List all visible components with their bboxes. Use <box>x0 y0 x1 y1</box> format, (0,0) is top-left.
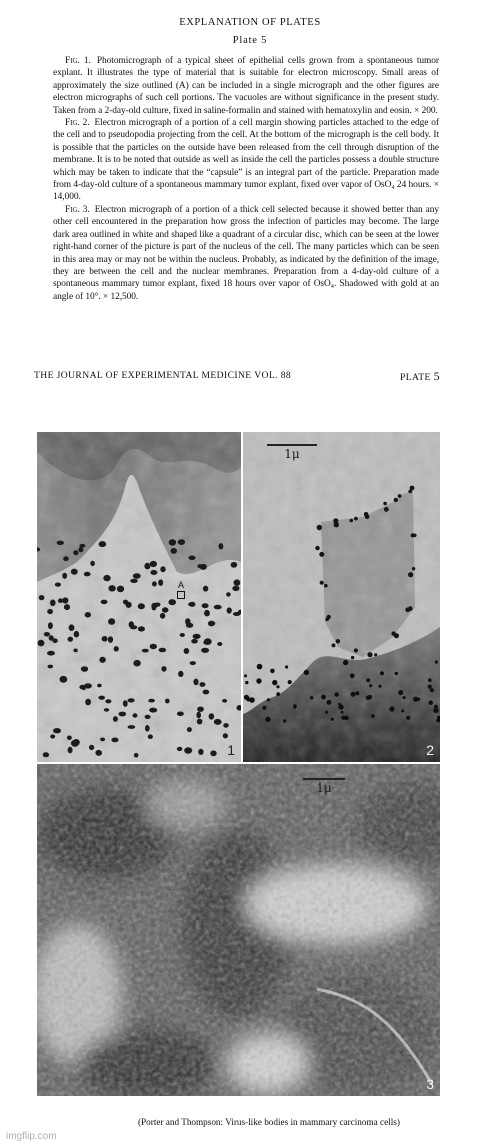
figure-2-text: Electron micrograph of a portion of a cell margin showing particles attached to the edge of the cell and to pseudopodia projecting from the cell. At the bottom of the micrograph is the cell body. It is possible that the particles on the outside have been released from the cell through disruption of the membrane. It is to be noted that outside as well as inside the cell the particles possess a double structure which may be taken to indicate that the “capsule” is an integral part of the particle. Preparation made from 4-day-old culture of a spontaneous mammary tumor explant, fixed over vapor of OsO₄ 24 hours. × 14,000. <box>53 118 439 203</box>
cell-nucleus <box>222 699 227 703</box>
cell-nucleus <box>113 716 118 722</box>
cell-nucleus <box>204 638 212 645</box>
cell-nucleus <box>189 556 196 561</box>
cell-nucleus <box>145 725 150 732</box>
cell-nucleus <box>111 738 118 743</box>
cell-nucleus <box>81 666 88 672</box>
cell-nucleus <box>130 625 137 629</box>
cell-nucleus <box>209 713 215 719</box>
virus-particle <box>256 678 261 683</box>
virus-particle <box>354 648 358 652</box>
virus-particle <box>371 714 375 718</box>
cell-nucleus <box>84 572 91 577</box>
virus-particle <box>354 517 358 521</box>
figure-1-description <box>53 55 439 117</box>
virus-particle <box>293 706 296 709</box>
cell-nucleus <box>57 541 64 545</box>
virus-particle <box>327 615 331 619</box>
cell-nucleus <box>149 708 157 713</box>
cell-nucleus <box>191 639 198 644</box>
cell-nucleus <box>44 632 50 637</box>
figure-2-label: Fig. 2. <box>65 118 90 129</box>
cell-nucleus <box>210 750 216 756</box>
outlined-area-a-box <box>177 591 185 599</box>
cell-nucleus <box>119 712 127 717</box>
virus-particle <box>332 643 336 647</box>
cell-nucleus <box>130 579 138 583</box>
virus-particle <box>333 518 338 523</box>
cell-nucleus <box>79 685 85 690</box>
virus-particle <box>366 678 370 682</box>
virus-particle <box>428 678 432 682</box>
cell-nucleus <box>108 636 113 643</box>
cell-nucleus <box>114 646 119 651</box>
cell-nucleus <box>152 581 157 586</box>
cell-nucleus <box>177 712 184 717</box>
virus-particle <box>436 719 439 722</box>
virus-particle <box>343 660 348 665</box>
cell-nucleus <box>160 613 165 619</box>
cell-nucleus <box>38 640 45 647</box>
virus-particle <box>398 494 402 498</box>
virus-particle <box>283 719 286 722</box>
virus-particle <box>304 670 309 675</box>
cell-nucleus <box>144 563 150 570</box>
cell-nucleus <box>197 707 204 712</box>
virus-particle <box>369 684 372 687</box>
virus-particle <box>412 567 415 570</box>
cell-nucleus <box>219 543 224 549</box>
virus-particle <box>405 607 410 612</box>
cell-nucleus <box>71 569 78 575</box>
figure-3-electron-micrograph <box>37 764 440 1096</box>
figure-1-number: 1 <box>227 742 235 758</box>
cell-nucleus <box>211 621 216 625</box>
cell-nucleus <box>178 671 183 677</box>
virus-particle <box>350 673 355 678</box>
figure-2-electron-micrograph <box>243 432 440 762</box>
cell-nucleus <box>171 548 177 554</box>
cell-nucleus <box>160 566 165 572</box>
cell-nucleus <box>68 747 73 754</box>
explanation-title: EXPLANATION OF PLATES <box>179 17 321 28</box>
cell-nucleus <box>180 633 185 637</box>
plate-label <box>400 369 440 385</box>
cell-nucleus <box>108 585 115 591</box>
virus-particle <box>394 498 398 502</box>
cell-nucleus <box>193 679 198 686</box>
figure-3-text: Electron micrograph of a portion of a thick cell selected because it showed better than any other cell encountered in the preparation how gross the infection of particles may become. The large dark area outlined in white and shaped like a quadrant of a circular disc, which can be seen at the lower right-hand corner of the picture is part of the nucleus of the cell. The many particles which can be seen in this area may or may not be within the nucleus. Probably, as indicated by the definition of the image, they are between the cell and the nuclear membranes. Preparation from a 4-day-old culture of a spontaneous mammary tumor explant, fixed 18 hours over vapor of OsO₄. Shadowed with gold at an angle of 10°. × 12,500. <box>53 204 439 302</box>
virus-particle <box>384 507 389 512</box>
cell-nucleus <box>90 561 95 566</box>
cell-nucleus <box>50 734 55 738</box>
cell-nucleus <box>58 598 63 603</box>
cell-nucleus <box>168 599 176 605</box>
figure-3-scale-label: 1μ <box>316 781 332 795</box>
cell-nucleus <box>134 753 139 758</box>
cell-nucleus <box>52 638 57 643</box>
virus-particle <box>324 584 328 588</box>
cell-nucleus <box>138 626 145 631</box>
cell-nucleus <box>184 648 190 654</box>
virus-particle <box>428 700 433 705</box>
cell-margin-image <box>243 432 440 762</box>
cell-nucleus <box>178 539 185 545</box>
cell-nucleus <box>104 708 109 712</box>
virus-particle <box>319 552 324 557</box>
cell-nucleus <box>203 690 210 695</box>
virus-particle <box>389 706 394 711</box>
virus-particle <box>398 690 403 695</box>
cell-nucleus <box>223 723 229 728</box>
figure-1-photomicrograph <box>37 432 241 762</box>
cell-nucleus <box>128 698 135 702</box>
cell-nucleus <box>165 699 170 704</box>
virus-particle <box>355 691 359 695</box>
cell-nucleus <box>177 747 183 751</box>
virus-particle <box>331 718 334 721</box>
virus-particle <box>276 692 280 696</box>
cell-nucleus <box>71 740 79 747</box>
virus-particle <box>378 685 381 688</box>
cell-nucleus <box>148 699 155 703</box>
cell-nucleus <box>184 747 192 753</box>
virus-particle <box>417 698 420 701</box>
cell-nucleus <box>105 699 111 703</box>
cell-nucleus <box>101 600 108 605</box>
cell-nucleus <box>55 583 61 587</box>
cell-nucleus <box>142 649 149 653</box>
cell-nucleus <box>193 634 201 639</box>
journal-title: THE JOURNAL OF EXPERIMENTAL MEDICINE VOL. 88 <box>34 370 292 381</box>
cell-nucleus <box>74 631 79 638</box>
cell-nucleus <box>133 713 138 717</box>
cell-nucleus <box>117 586 124 593</box>
virus-particle <box>327 700 332 705</box>
cell-nucleus <box>102 636 108 642</box>
cell-nucleus <box>150 644 157 649</box>
cell-nucleus <box>63 556 69 561</box>
cell-nucleus <box>201 648 209 653</box>
cell-nucleus <box>196 712 201 719</box>
cell-nucleus <box>204 610 210 617</box>
virus-particle <box>351 656 354 659</box>
outlined-area-a-marker <box>177 580 185 599</box>
virus-particle <box>249 697 255 703</box>
figure-2-scale-line <box>267 444 317 446</box>
epithelial-cell-sheet-image <box>37 432 241 762</box>
cell-nucleus <box>100 738 105 742</box>
cell-nucleus <box>199 682 205 687</box>
figure-2-number: 2 <box>426 742 434 758</box>
cell-nucleus <box>97 684 102 688</box>
cell-nucleus <box>226 592 231 596</box>
cell-nucleus <box>231 562 238 568</box>
figure-1-text: Photomicrograph of a typical sheet of epithelial cells grown from a spontaneous tumor explant. It illustrates the type of material that is suitable for electron microscopy. Small areas of approximately the size outlined (A) can be included in a single micrograph and the other figures are electron micrographs of such cell portions. The vacuoles are without significance in the present study. Taken from a 2-day-old culture, fixed in saline-formalin and stained with hematoxylin and eosin. × 200. <box>53 56 439 116</box>
virus-particle <box>403 696 406 699</box>
figure-2-description <box>53 117 439 204</box>
cell-nucleus <box>161 666 166 672</box>
cell-nucleus <box>152 605 157 611</box>
thick-cell-image <box>37 764 440 1096</box>
virus-particle <box>338 703 341 706</box>
cell-nucleus <box>69 624 75 631</box>
cell-nucleus <box>62 597 68 603</box>
virus-particle <box>320 581 324 585</box>
cell-nucleus <box>60 676 68 683</box>
virus-particle <box>310 696 313 699</box>
virus-particle <box>288 680 292 684</box>
cell-nucleus <box>48 665 54 669</box>
figure-2-scale-label: 1μ <box>284 447 300 461</box>
cell-nucleus <box>50 600 56 607</box>
virus-particle <box>321 695 326 700</box>
virus-particle <box>244 674 247 677</box>
plate-heading: Plate 5 <box>232 35 268 46</box>
plate-number: 5 <box>433 369 440 383</box>
virus-particle <box>351 692 356 697</box>
virus-particle <box>408 490 412 494</box>
cell-nucleus <box>47 651 55 656</box>
cell-nucleus <box>95 750 102 756</box>
virus-particle <box>325 711 328 714</box>
cell-nucleus <box>223 733 228 738</box>
cell-nucleus <box>158 579 163 586</box>
cell-nucleus <box>133 573 141 579</box>
cell-nucleus <box>85 699 91 706</box>
cell-nucleus <box>202 603 209 608</box>
virus-particle <box>383 502 387 506</box>
cell-nucleus <box>214 605 222 610</box>
virus-particle <box>244 695 249 700</box>
plate-explanation <box>0 0 500 303</box>
outlined-area-a-label: A <box>177 580 184 590</box>
virus-particle <box>366 696 371 701</box>
cell-nucleus <box>89 745 94 750</box>
cell-nucleus <box>187 727 192 732</box>
virus-particle <box>406 716 410 720</box>
cell-nucleus <box>43 752 49 757</box>
cell-nucleus <box>68 637 74 642</box>
virus-particle <box>245 681 248 684</box>
cell-nucleus <box>48 622 53 629</box>
cell-nucleus <box>198 749 203 755</box>
virus-particle <box>401 710 404 713</box>
cell-nucleus <box>217 642 222 646</box>
cell-nucleus <box>148 734 153 739</box>
cell-nucleus <box>159 648 167 653</box>
cell-nucleus <box>99 541 107 547</box>
cell-nucleus <box>123 600 128 605</box>
cell-nucleus <box>53 728 61 733</box>
cell-nucleus <box>64 604 70 610</box>
figure-3-scale-line <box>303 778 345 780</box>
cell-nucleus <box>197 564 202 568</box>
virus-particle <box>344 716 348 720</box>
cell-nucleus <box>47 609 53 614</box>
cell-nucleus <box>103 575 110 581</box>
virus-particle <box>315 546 319 550</box>
virus-particle <box>411 533 415 537</box>
cell-nucleus <box>145 715 151 719</box>
watermark: imgflip.com <box>6 1131 57 1142</box>
cell-nucleus <box>169 539 177 546</box>
journal-header <box>34 369 440 383</box>
figure-3-scale-bar <box>303 778 345 795</box>
cell-nucleus <box>138 603 145 609</box>
virus-particle <box>276 685 279 688</box>
cell-nucleus <box>197 719 203 725</box>
virus-particle <box>257 664 263 670</box>
virus-particle <box>272 680 277 685</box>
cell-nucleus <box>73 550 78 555</box>
cell-nucleus <box>85 612 91 618</box>
cell-nucleus <box>108 618 115 625</box>
virus-particle <box>334 692 338 696</box>
cell-nucleus <box>123 700 128 707</box>
cell-nucleus <box>214 719 222 725</box>
virus-particle <box>364 512 369 517</box>
cell-nucleus <box>203 586 208 592</box>
figure-descriptions <box>53 55 439 303</box>
cell-nucleus <box>79 544 85 548</box>
figure-3-label: Fig. 3. <box>65 204 90 215</box>
cell-nucleus <box>234 579 241 586</box>
virus-particle <box>380 671 384 675</box>
cell-nucleus <box>190 661 196 665</box>
virus-particle <box>367 652 372 657</box>
figure-3-number: 3 <box>426 1076 434 1092</box>
cell-nucleus <box>227 607 232 613</box>
virus-particle <box>317 525 322 530</box>
virus-particle <box>341 711 344 714</box>
plate-caption: (Porter and Thompson: Virus-like bodies in mammary carcinoma cells) <box>138 1117 400 1127</box>
figure-1-label: Fig. 1. <box>65 56 91 66</box>
cell-nucleus <box>78 547 83 552</box>
virus-particle <box>350 519 354 523</box>
cell-nucleus <box>186 623 193 628</box>
virus-particle <box>391 631 395 635</box>
virus-particle <box>265 717 270 722</box>
virus-particle <box>267 698 270 701</box>
virus-particle <box>336 639 340 643</box>
cell-nucleus <box>99 657 105 663</box>
cell-nucleus <box>62 573 67 579</box>
figure-3-description <box>53 204 439 303</box>
cell-nucleus <box>73 649 77 653</box>
virus-particle <box>435 660 438 663</box>
virus-particle <box>433 708 438 713</box>
cell-nucleus <box>128 725 136 729</box>
virus-particle <box>270 669 275 674</box>
figure-2-scale-bar <box>267 444 317 461</box>
virus-particle <box>408 572 413 577</box>
cell-nucleus <box>162 607 169 612</box>
cell-nucleus <box>133 660 140 667</box>
cell-nucleus <box>150 570 157 575</box>
virus-particle <box>262 706 266 710</box>
cell-nucleus <box>67 736 72 741</box>
cell-nucleus <box>188 602 195 606</box>
plate-figures <box>37 432 440 1096</box>
cell-nucleus <box>39 595 45 600</box>
virus-particle <box>428 685 432 689</box>
cell-nucleus <box>98 696 105 700</box>
virus-particle <box>395 672 398 675</box>
virus-particle <box>285 665 288 668</box>
cell-nucleus <box>232 586 239 591</box>
plate-word: PLATE <box>400 372 431 383</box>
virus-particle <box>374 653 377 656</box>
cell-nucleus <box>150 561 157 567</box>
